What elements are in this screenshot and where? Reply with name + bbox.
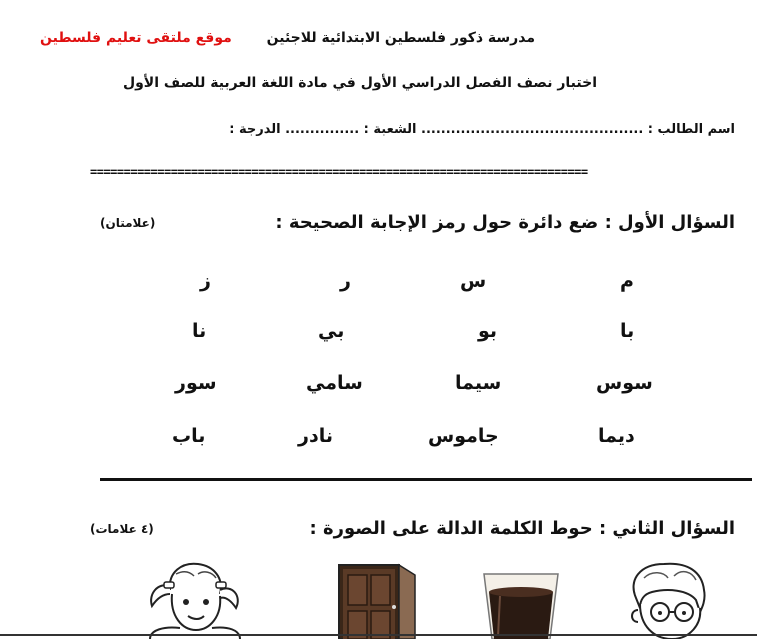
boy-with-glasses-icon: [618, 560, 718, 639]
q1-option: بي: [318, 320, 345, 342]
exam-title: اختبار نصف الفصل الدراسي الأول في مادة اللغة العربية للصف الأول: [122, 75, 597, 91]
q1-option: ز: [200, 270, 211, 292]
q1-option: باب: [172, 425, 206, 447]
q1-option: سور: [175, 372, 217, 394]
q1-option: سيما: [455, 372, 502, 394]
q1-option: با: [620, 320, 635, 342]
separator-line: ==========================================================================: [90, 165, 588, 179]
q1-option: م: [620, 270, 634, 292]
question-1-marks: (علامتان): [100, 216, 156, 230]
girl-with-pigtails-icon: [140, 560, 246, 639]
q1-option: سوس: [596, 372, 653, 394]
page-bottom-edge: [0, 634, 757, 636]
q1-option: ر: [340, 270, 351, 292]
q1-option: ديما: [598, 425, 635, 447]
question-2-title: السؤال الثاني : حوط الكلمة الدالة على الصورة :: [309, 518, 735, 539]
q1-option: نادر: [298, 425, 333, 447]
site-name: موقع ملتقى تعليم فلسطين: [40, 30, 232, 46]
section-divider: [100, 478, 752, 481]
school-name: مدرسة ذكور فلسطين الابتدائية للاجئين: [266, 30, 535, 46]
glass-of-drink-icon: [480, 570, 562, 639]
q1-option: نا: [192, 320, 207, 342]
q1-option: سامي: [306, 372, 363, 394]
q1-option: بو: [478, 320, 498, 342]
q1-option: جاموس: [428, 425, 499, 447]
question-1-title: السؤال الأول : ضع دائرة حول رمز الإجابة الصحيحة :: [275, 212, 735, 233]
student-info-line: اسم الطالب : ............................................. الشعبة : ............... الدرجة :: [229, 122, 735, 137]
question-2-marks: (٤ علامات): [90, 522, 154, 536]
q1-option: س: [460, 270, 487, 292]
open-door-icon: [337, 563, 419, 639]
